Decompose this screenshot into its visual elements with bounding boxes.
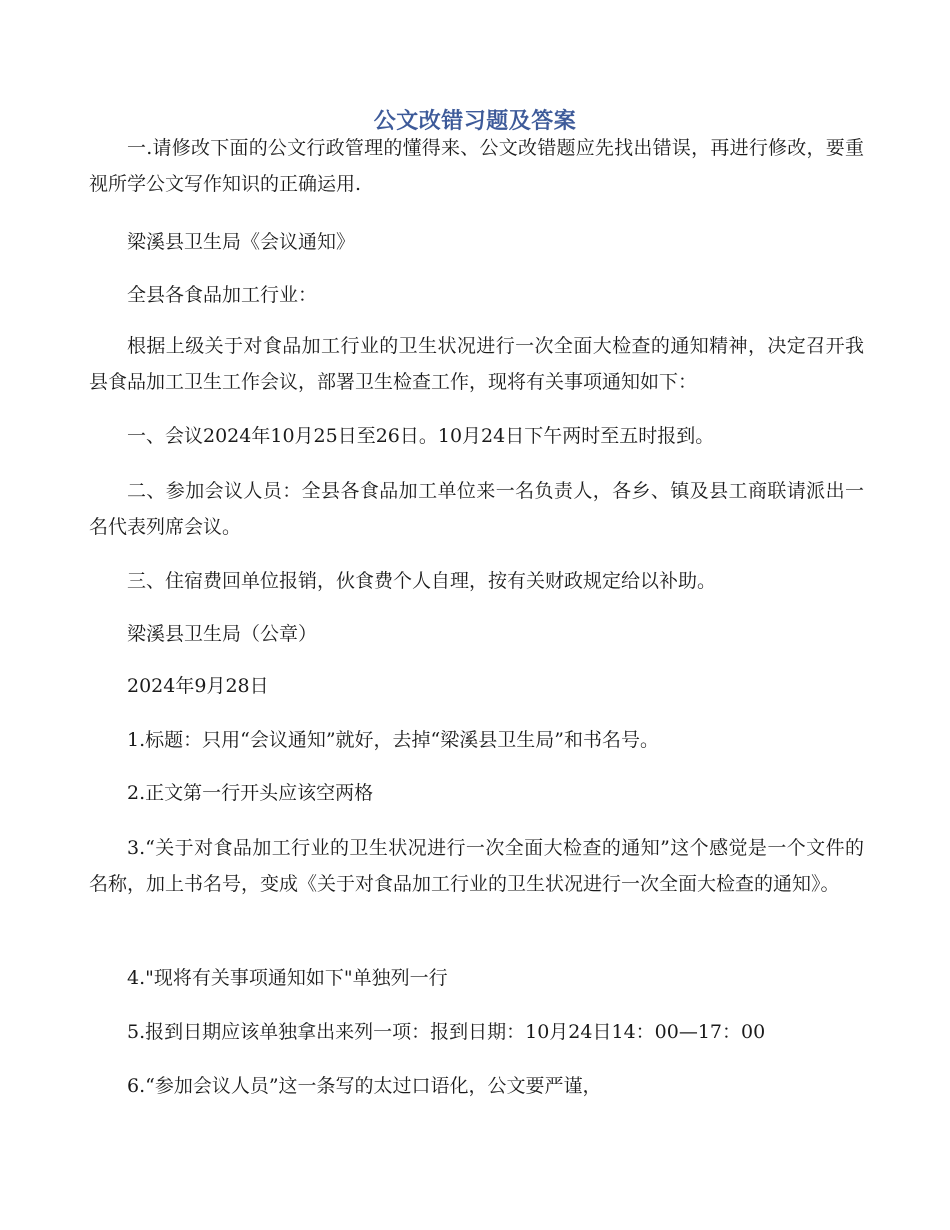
answer-six: 6.“参加会议人员”这一条写的太过口语化，公文要严谨， bbox=[127, 1075, 602, 1097]
recipient-line: 全县各食品加工行业： bbox=[127, 284, 318, 306]
date-line: 2024年9月28日 bbox=[127, 675, 269, 697]
answer-two: 2.正文第一行开头应该空两格 bbox=[127, 782, 374, 804]
document-title: 公文改错习题及答案 bbox=[373, 108, 577, 134]
item-two: 二、参加会议人员：全县各食品加工单位来一名负责人，各乡、镇及县工商联请派出一名代表列席会议。 bbox=[89, 480, 864, 538]
signature-line: 梁溪县卫生局（公章） bbox=[127, 623, 318, 645]
answer-five: 5.报到日期应该单独拿出来列一项：报到日期：10月24日14：00—17：00 bbox=[127, 1021, 766, 1043]
item-one: 一、会议2024年10月25日至26日。10月24日下午两时至五时报到。 bbox=[127, 425, 715, 447]
body-paragraph: 根据上级关于对食品加工行业的卫生状况进行一次全面大检查的通知精神，决定召开我县食品加工卫生工作会议，部署卫生检查工作，现将有关事项通知如下： bbox=[89, 335, 864, 393]
answer-three: 3.“关于对食品加工行业的卫生状况进行一次全面大检查的通知”这个感觉是一个文件的名称，加上书名号，变成《关于对食品加工行业的卫生状况进行一次全面大检查的通知》。 bbox=[89, 837, 864, 895]
answer-four: 4."现将有关事项通知如下"单独列一行 bbox=[127, 967, 448, 989]
answer-one: 1.标题：只用“会议通知”就好，去掉“梁溪县卫生局”和书名号。 bbox=[127, 729, 659, 751]
original-title-line: 梁溪县卫生局《会议通知》 bbox=[127, 231, 356, 253]
item-three: 三、住宿费回单位报销，伙食费个人自理，按有关财政规定给以补助。 bbox=[127, 570, 717, 592]
intro-paragraph: 一.请修改下面的公文行政管理的懂得来、公文改错题应先找出错误，再进行修改，要重视所学公文写作知识的正确运用. bbox=[89, 137, 864, 195]
